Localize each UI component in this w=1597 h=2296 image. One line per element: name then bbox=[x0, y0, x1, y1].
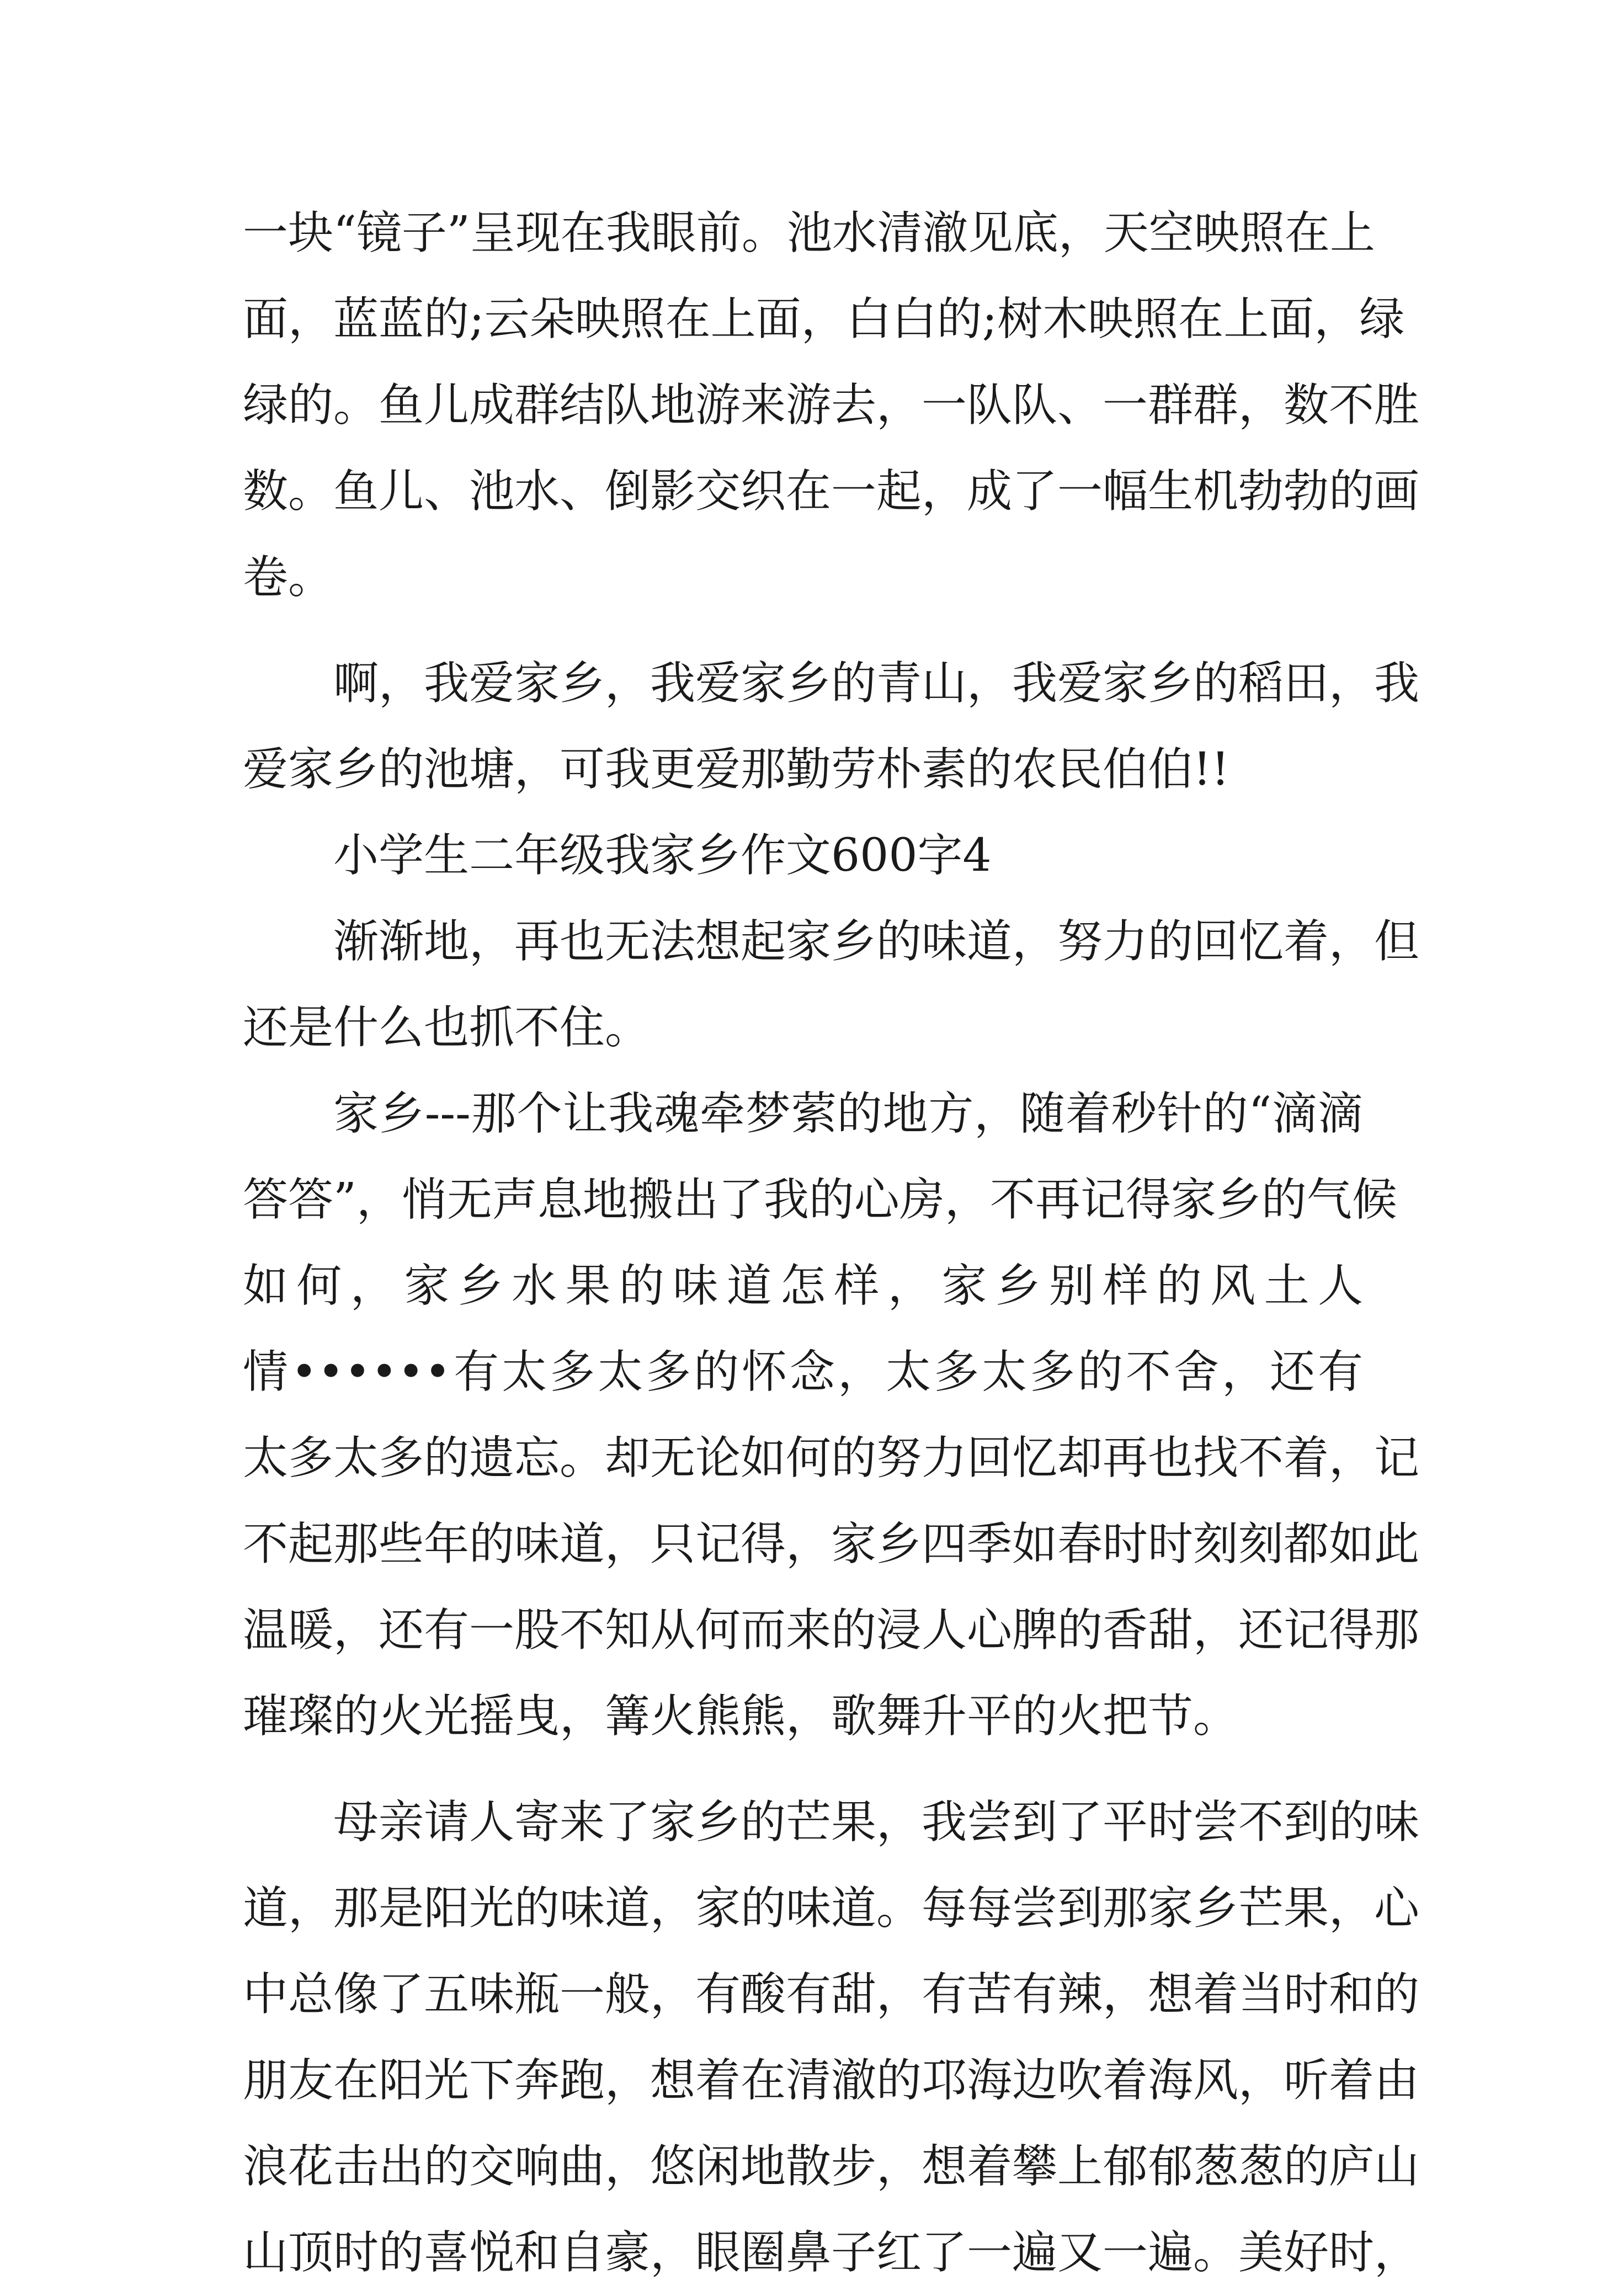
text-line: 中总像了五味瓶一般，有酸有甜，有苦有辣，想着当时和的 bbox=[243, 1968, 1420, 2021]
text-line: 答答”，悄无声息地搬出了我的心房，不再记得家乡的气候 bbox=[243, 1174, 1397, 1226]
text-line: 如何，家乡水果的味道怎样，家乡别样的风土人 bbox=[243, 1260, 1363, 1312]
text-line: 家乡---那个让我魂牵梦萦的地方，随着秒针的“滴滴 bbox=[333, 1088, 1363, 1140]
text-line: 道，那是阳光的味道，家的味道。每每尝到那家乡芒果，心 bbox=[243, 1882, 1420, 1935]
paragraph-gap bbox=[243, 621, 1363, 641]
text-line: 卷。 bbox=[243, 551, 334, 604]
text-line: 朋友在阳光下奔跑，想着在清澈的邛海边吹着海风，听着由 bbox=[243, 2054, 1420, 2107]
text-line: 不起那些年的味道，只记得，家乡四季如春时时刻刻都如此 bbox=[243, 1518, 1420, 1570]
text-line: 浪花击出的交响曲，悠闲地散步，想着攀上郁郁葱葱的庐山 bbox=[243, 2140, 1420, 2193]
text-line: 渐渐地，再也无法想起家乡的味道，努力的回忆着，但 bbox=[333, 915, 1420, 968]
text-line: 太多太多的遗忘。却无论如何的努力回忆却再也找不着，记 bbox=[243, 1432, 1420, 1484]
text-line: 爱家乡的池塘，可我更爱那勤劳朴素的农民伯伯!! bbox=[243, 743, 1229, 796]
text-line: 母亲请人寄来了家乡的芒果，我尝到了平时尝不到的味 bbox=[333, 1796, 1420, 1848]
text-line: 还是什么也抓不住。 bbox=[243, 1001, 651, 1054]
section-heading: 小学生二年级我家乡作文600字4 bbox=[333, 829, 992, 882]
text-line: 温暖，还有一股不知从何而来的浸人心脾的香甜，还记得那 bbox=[243, 1604, 1420, 1656]
text-line: 璀璨的火光摇曳，篝火熊熊，歌舞升平的火把节。 bbox=[243, 1690, 1239, 1743]
paragraph-gap bbox=[243, 1760, 1363, 1780]
text-line: 数。鱼儿、池水、倒影交织在一起，成了一幅生机勃勃的画 bbox=[243, 465, 1420, 518]
essay-body bbox=[243, 190, 1420, 2296]
text-line: 啊，我爱家乡，我爱家乡的青山，我爱家乡的稻田，我 bbox=[333, 657, 1420, 710]
text-line: 绿的。鱼儿成群结队地游来游去，一队队、一群群，数不胜 bbox=[243, 379, 1420, 432]
text-line: 一块“镜子”呈现在我眼前。池水清澈见底，天空映照在上 bbox=[243, 207, 1375, 259]
text-line: 情••••••有太多太多的怀念，太多太多的不舍，还有 bbox=[243, 1346, 1363, 1398]
text-line: 山顶时的喜悦和自豪，眼圈鼻子红了一遍又一遍。美好时， bbox=[243, 2226, 1420, 2279]
text-line: 面，蓝蓝的;云朵映照在上面，白白的;树木映照在上面，绿 bbox=[243, 293, 1405, 345]
